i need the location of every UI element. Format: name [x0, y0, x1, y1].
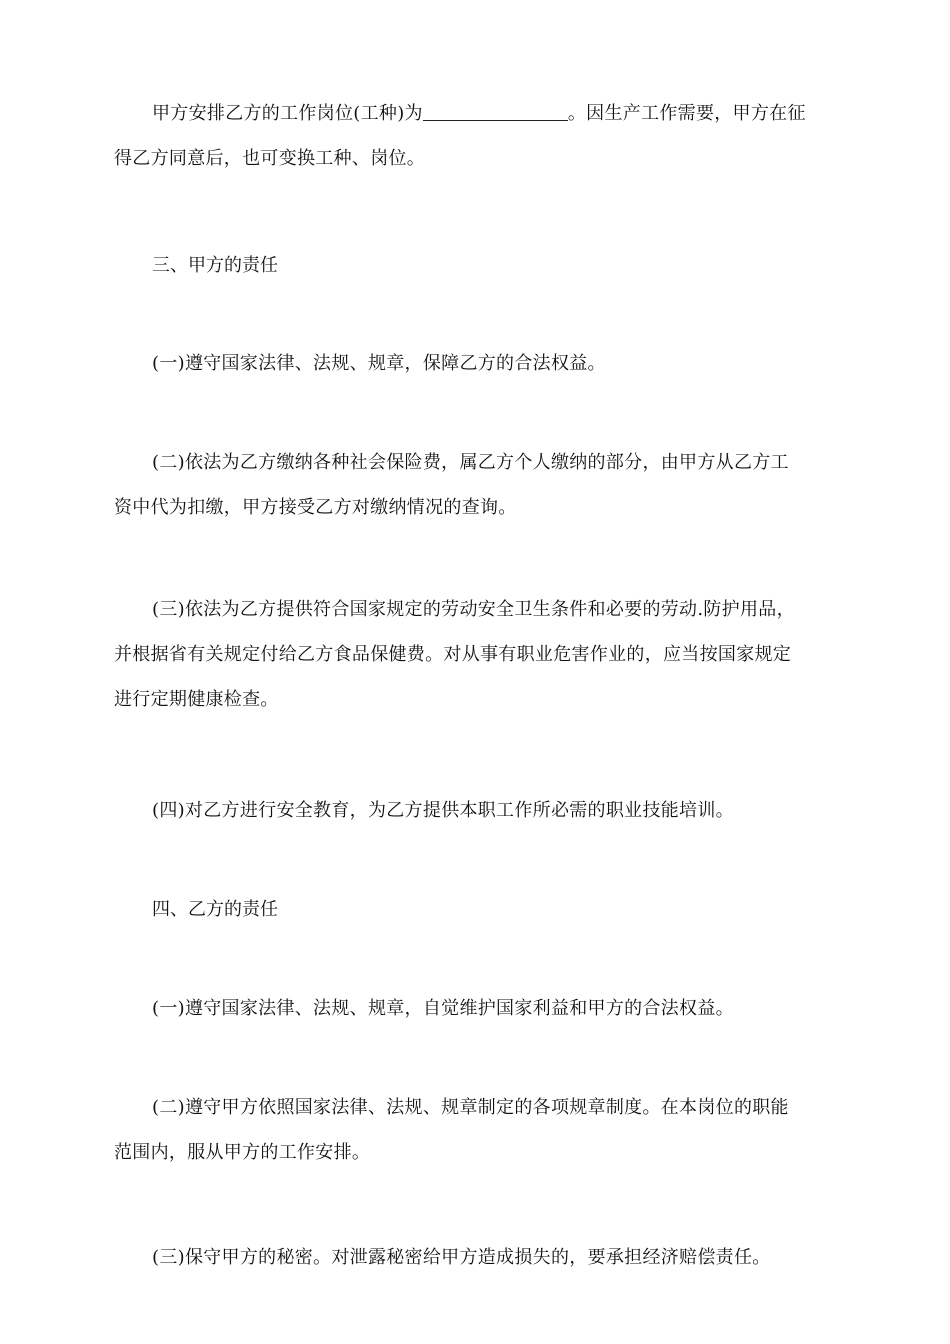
paragraph-b3 [114, 1235, 836, 1280]
text-line: (三)依法为乙方提供符合国家规定的劳动安全卫生条件和必要的劳动.防护用品， [152, 599, 795, 620]
paragraph-a4 [114, 788, 836, 833]
fill-in-blank [423, 102, 568, 121]
paragraph-b2 [114, 1085, 836, 1175]
text-line: (二)遵守甲方依照国家法律、法规、规章制定的各项规章制度。在本岗位的职能 [152, 1097, 789, 1118]
text-segment: 甲方安排乙方的工作岗位(工种)为 [152, 103, 423, 124]
section-heading-party-b: 四、乙方的责任 [152, 899, 278, 920]
text-line: 资中代为扣缴，甲方接受乙方对缴纳情况的查询。 [114, 497, 517, 518]
text-line: (二)依法为乙方缴纳各种社会保险费，属乙方个人缴纳的部分，由甲方从乙方工 [152, 452, 789, 473]
text-line: 进行定期健康检查。 [114, 689, 279, 710]
text-line: 并根据省有关规定付给乙方食品保健费。对从事有职业危害作业的，应当按国家规定 [114, 644, 792, 665]
text-line: (一)遵守国家法律、法规、规章，自觉维护国家利益和甲方的合法权益。 [152, 998, 734, 1019]
paragraph-work-position [114, 91, 836, 181]
paragraph-b1 [114, 986, 836, 1031]
paragraph-a1 [114, 341, 836, 386]
section-heading-party-a: 三、甲方的责任 [152, 255, 278, 276]
paragraph-a3 [114, 587, 836, 722]
text-segment: 。因生产工作需要，甲方在征 [567, 103, 806, 124]
paragraph-a2 [114, 440, 836, 530]
text-line: (一)遵守国家法律、法规、规章，保障乙方的合法权益。 [152, 353, 606, 374]
text-line: 得乙方同意后，也可变换工种、岗位。 [114, 148, 426, 169]
text-line: (四)对乙方进行安全教育，为乙方提供本职工作所必需的职业技能培训。 [152, 800, 734, 821]
text-line: (三)保守甲方的秘密。对泄露秘密给甲方造成损失的，要承担经济赔偿责任。 [152, 1247, 771, 1268]
text-line: 范围内，服从甲方的工作安排。 [114, 1142, 371, 1163]
